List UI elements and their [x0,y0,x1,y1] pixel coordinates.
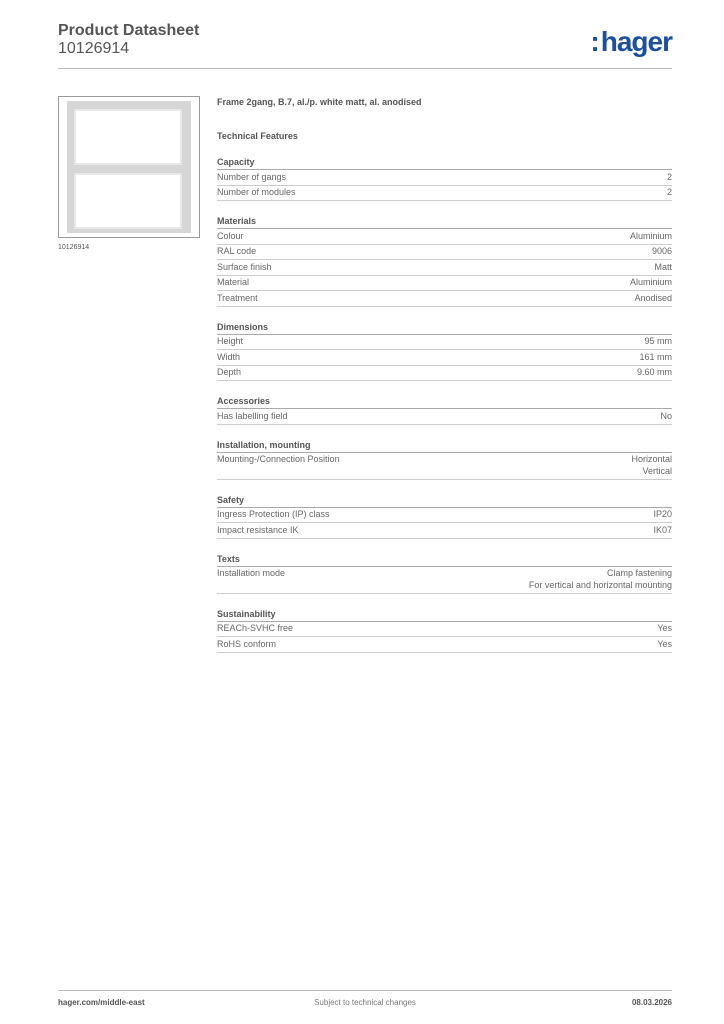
page-footer [58,998,672,1010]
frame-illustration [67,101,191,233]
feature-value [634,293,672,305]
document-header [58,22,199,58]
section-title: Safety [217,494,672,508]
image-caption: 10126914 [58,244,90,251]
footer-divider [58,990,672,991]
hager-logo [590,28,672,56]
product-details [217,96,672,653]
footer-website[interactable]: hager.com/middle-east [58,998,145,1007]
feature-label: Width [217,351,241,362]
feature-section [217,494,672,539]
feature-label: Number of gangs [217,171,287,182]
feature-value [653,525,672,537]
feature-section [217,608,672,653]
header-divider [58,68,672,69]
feature-row [217,229,672,245]
feature-value [631,454,672,477]
feature-label: Installation mode [217,568,286,578]
feature-label: Treatment [217,292,258,303]
feature-label: Depth [217,367,242,377]
feature-value [667,187,672,199]
feature-value-line: No [660,410,672,421]
feature-row [217,366,672,382]
logo-text: hager [600,26,672,57]
feature-value-line: 9006 [651,246,672,256]
feature-row [217,508,672,524]
feature-label: Mounting-/Connection Position [217,454,340,464]
section-title: Materials [217,215,672,229]
feature-label: REACh-SVHC free [217,623,294,633]
feature-section [217,321,672,382]
section-title: Dimensions [217,321,672,335]
feature-section [217,553,672,594]
feature-label: Has labelling field [217,410,288,421]
feature-row [217,622,672,638]
feature-label: Number of modules [217,187,296,197]
feature-section [217,156,672,201]
section-title: Accessories [217,395,672,409]
feature-value-line: Horizontal [631,454,672,464]
product-number: 10126914 [58,40,130,57]
feature-value-line: Matt [654,261,672,272]
feature-value [630,231,672,243]
feature-value-line: Yes [657,638,672,649]
feature-value-line: Aluminium [629,230,672,241]
feature-sections [217,156,672,653]
feature-label: RoHS conform [217,638,277,649]
feature-label: Colour [217,230,244,241]
feature-value [652,246,672,258]
feature-value-line: 2 [666,187,672,197]
feature-label: Surface finish [217,261,272,272]
document-title: Product Datasheet [58,22,200,39]
feature-row [217,291,672,307]
feature-value-line: Anodised [634,292,672,303]
feature-value-line: 2 [666,171,672,182]
feature-value-line: Clamp fastening [606,568,672,578]
features-heading: Technical Features [217,131,298,141]
section-title: Capacity [217,156,672,170]
feature-row [217,245,672,261]
feature-label: Material [217,277,250,287]
feature-row [217,186,672,202]
feature-label: Ingress Protection (IP) class [217,509,330,519]
feature-value [529,568,672,591]
feature-value [644,336,672,348]
feature-value [667,172,672,184]
feature-value [653,509,672,521]
feature-row [217,567,672,594]
feature-value-line: 95 mm [644,336,672,346]
footer-notice: Subject to technical changes [314,998,416,1007]
section-title: Sustainability [217,608,672,622]
feature-row [217,350,672,366]
feature-value-line: Aluminium [629,277,672,287]
feature-value [639,352,672,364]
feature-section [217,439,672,480]
section-title: Installation, mounting [217,439,672,453]
feature-value-line: 161 mm [639,351,672,362]
feature-label: Height [217,336,244,346]
feature-row [217,523,672,539]
feature-row [217,276,672,292]
section-title: Texts [217,553,672,567]
feature-section [217,215,672,307]
product-image [58,96,200,238]
frame-module-top [74,109,182,165]
feature-value-line: IK07 [653,524,672,535]
feature-row [217,453,672,480]
feature-value [660,411,672,423]
feature-label: RAL code [217,246,257,256]
feature-value [657,639,672,651]
footer-date: 08.03.2026 [631,998,672,1007]
feature-value [630,277,672,289]
feature-value-line: 9.60 mm [636,367,672,377]
feature-label: Impact resistance IK [217,524,299,535]
feature-row [217,170,672,186]
feature-value-line: For vertical and horizontal mounting [528,579,672,590]
feature-value-line: Yes [657,623,672,633]
feature-value [654,262,672,274]
frame-module-bottom [74,173,182,229]
feature-row [217,335,672,351]
logo-colon: : [590,26,599,57]
feature-value [637,367,672,379]
feature-value-line: IP20 [653,509,672,519]
feature-row [217,409,672,425]
feature-value [657,623,672,635]
feature-row [217,637,672,653]
product-title: Frame 2gang, B.7, al./p. white matt, al. anodised [217,97,422,107]
feature-value-line: Vertical [642,465,672,476]
feature-section [217,395,672,425]
feature-row [217,260,672,276]
